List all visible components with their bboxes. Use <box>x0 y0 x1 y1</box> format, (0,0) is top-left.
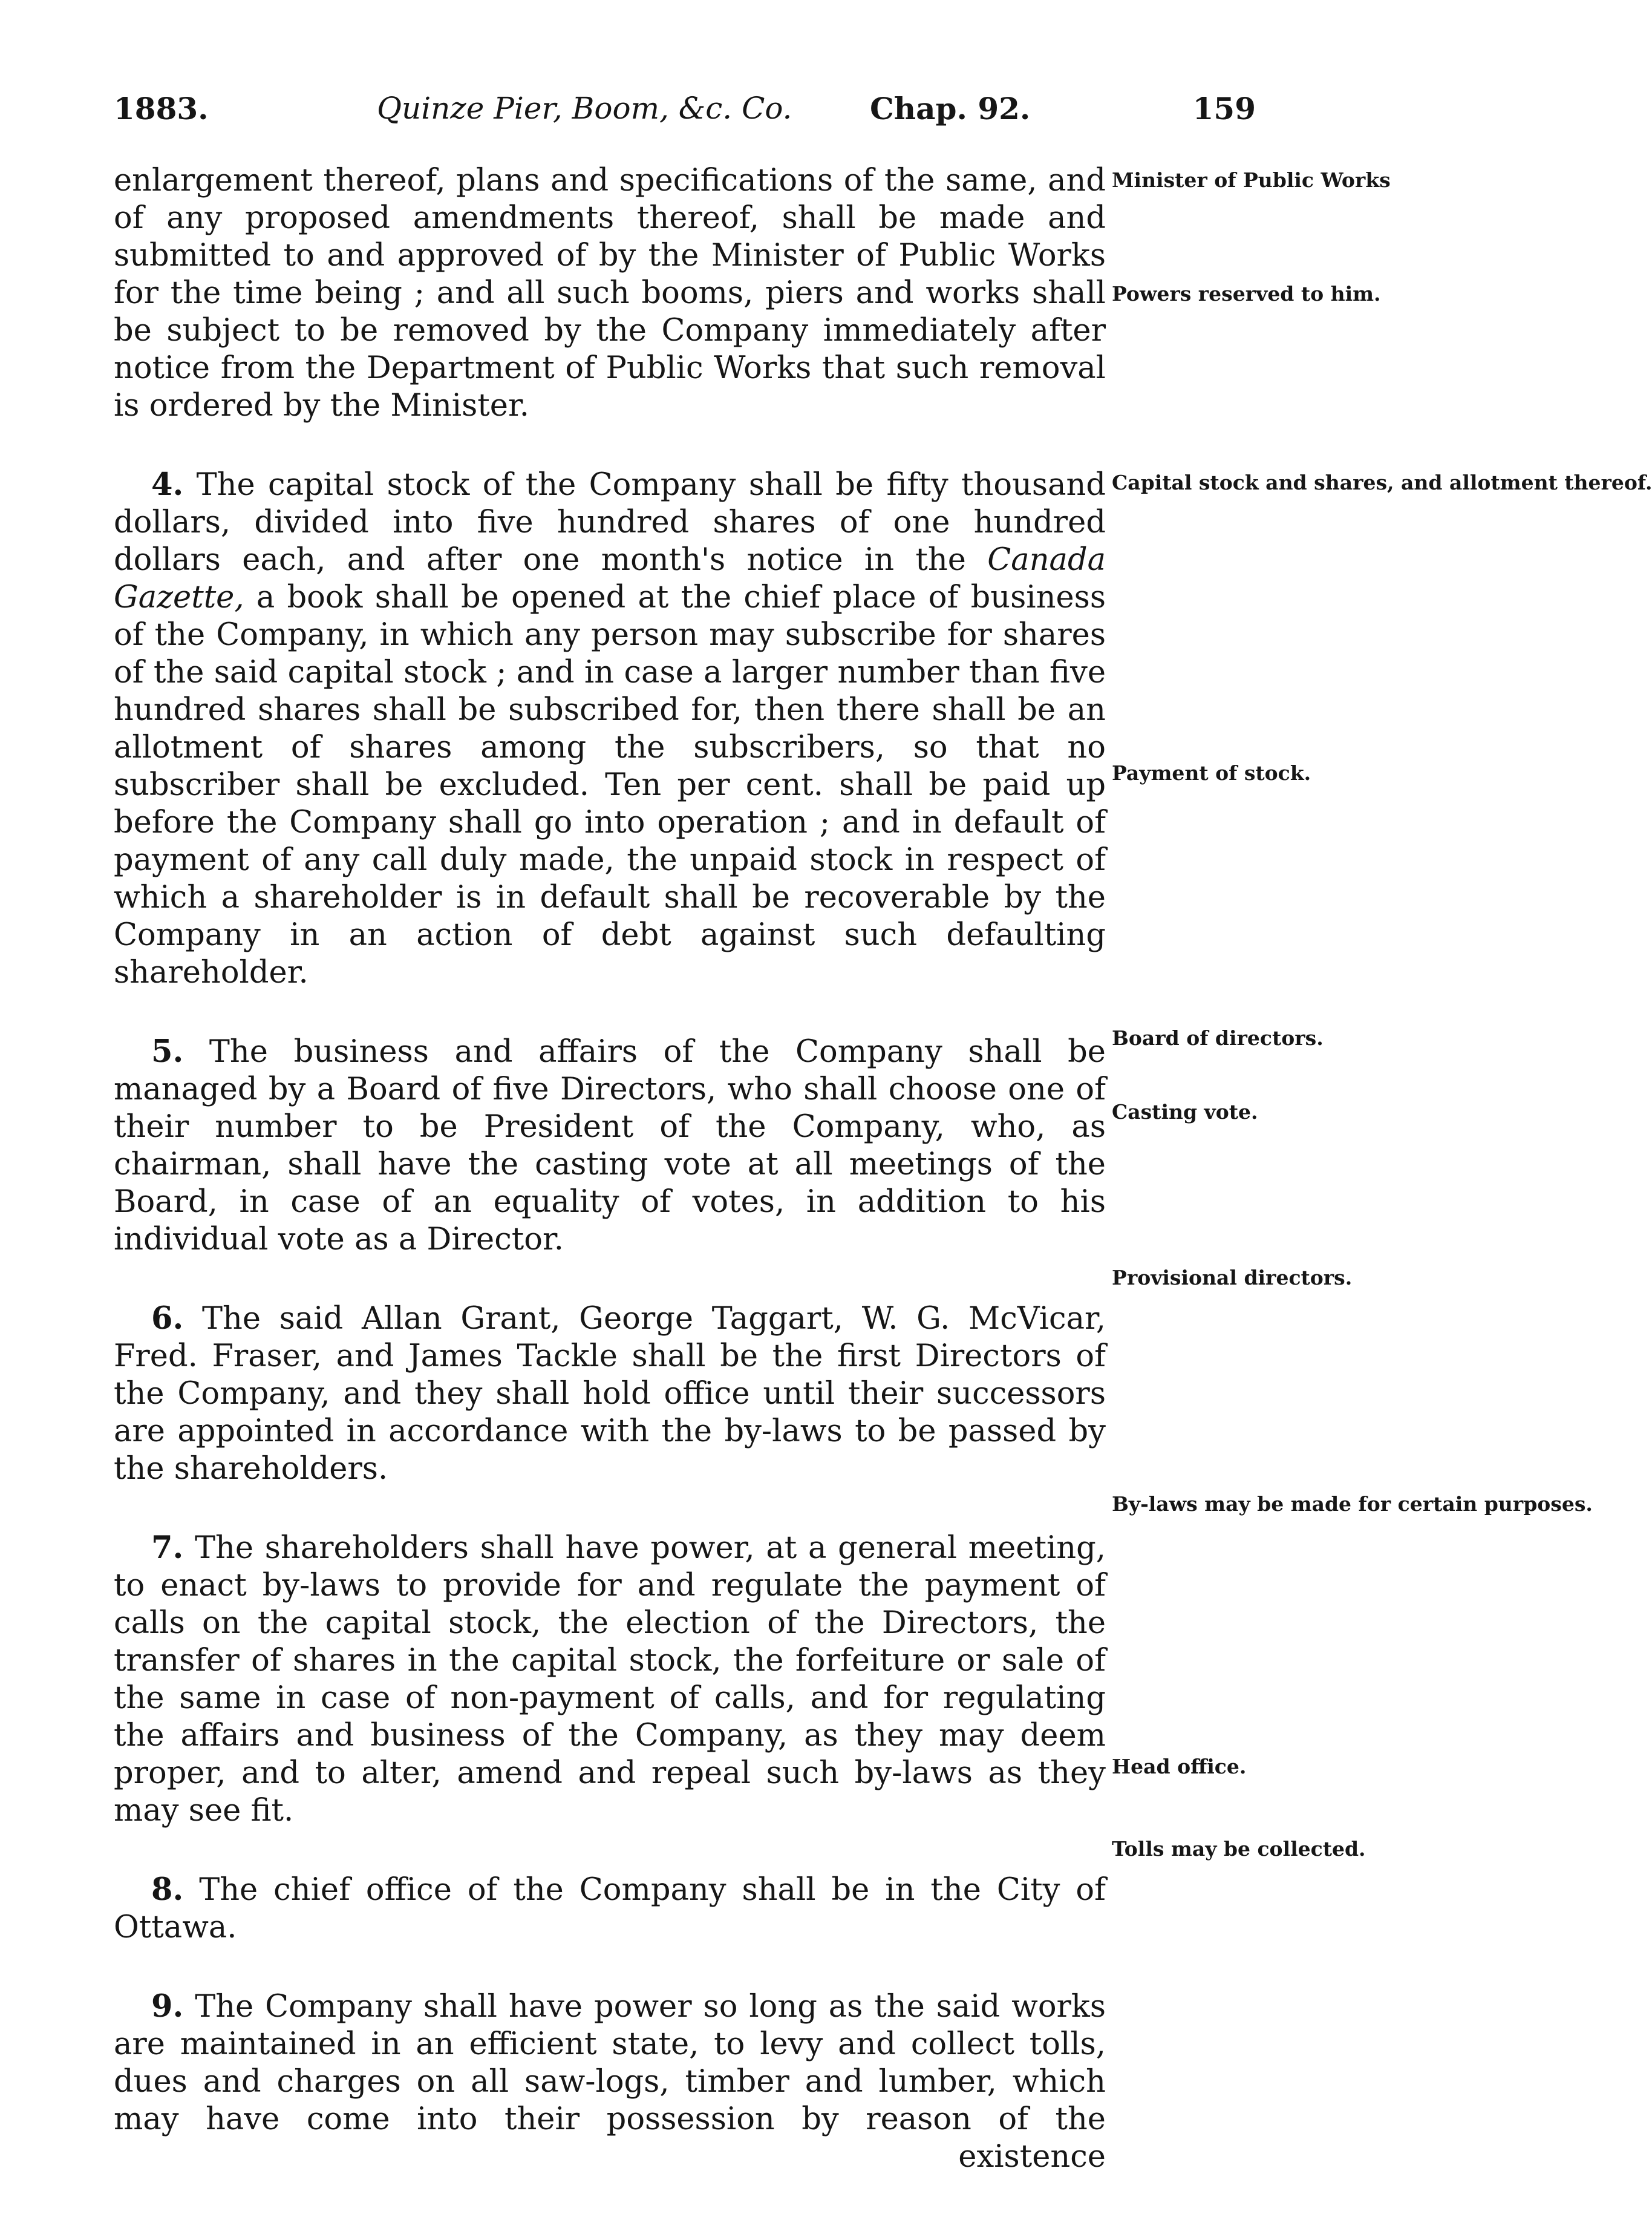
marginal-note: By-laws may be made for certain purposes. <box>1112 1492 1593 1516</box>
section-number: 8. <box>151 1872 184 1908</box>
marginal-note: Payment of stock. <box>1112 761 1311 785</box>
paragraph-text: The chief office of the Company shall be in the City of Ottawa. <box>114 1872 1106 1945</box>
page-number: 159 <box>1192 91 1256 126</box>
paragraph-text: The said Allan Grant, George Taggart, W. G. McVicar, Fred. Fraser, and James Tackle shall be the first Directors of the Company, and they shall hold office until their successors are appointed in accordance with the by-laws to be passed by the shareholders. <box>114 1301 1106 1487</box>
paragraph-text-continued: a book shall be opened at the chief place of business of the Company, in which any person may subscribe for shares of the said capital stock ; and in case a larger number than five hundred shares shall be subscribed for, then there shall be an allotment of shares among the subscribers, so that no subscriber shall be excluded. Ten per cent. shall be paid up before the Company shall go into operation ; and in default of payment of any call duly made, the unpaid stock in respect of which a shareholder is in default shall be recoverable by the Company in an action of debt against such defaulting shareholder. <box>114 580 1106 991</box>
section-9 <box>114 1988 1106 2176</box>
paragraph-text: enlargement thereof, plans and specifications of the same, and of any proposed amendments thereof, shall be made and submitted to and approved of by the Minister of Public Works for the time being ; and all such booms, piers and works shall be subject to be removed by the Company immediately after notice from the Department of Public Works that such removal is ordered by the Minister. <box>114 163 1106 424</box>
marginal-note: Minister of Public Works <box>1112 168 1391 192</box>
paragraph-text: The capital stock of the Company shall be fifty thousand dollars, divided into five hundred shares of one hundred dollars each, and after one month's notice in the <box>114 467 1106 578</box>
section-8 <box>114 1871 1106 1947</box>
running-header <box>114 91 1256 133</box>
header-title: Quinze Pier, Boom, &c. Co. <box>377 91 792 126</box>
section-5 <box>114 1033 1106 1259</box>
header-year: 1883. <box>114 91 209 126</box>
paragraph-italic-text: Canada Gazette, <box>114 542 1106 615</box>
section-number: 6. <box>151 1300 184 1337</box>
body-text <box>114 162 1106 2217</box>
marginal-note: Provisional directors. <box>1112 1266 1353 1289</box>
section-4 <box>114 466 1106 992</box>
header-chapter: Chap. 92. <box>870 91 1031 126</box>
paragraph-text: The business and affairs of the Company shall be managed by a Board of five Directors, who shall choose one of their number to be President of the Company, who, as chairman, shall have the casting vote at all meetings of the Board, in case of an equality of votes, in addition to his individual vote as a Director. <box>114 1034 1106 1257</box>
marginal-note: Powers reserved to him. <box>1112 282 1381 306</box>
marginal-note: Tolls may be collected. <box>1112 1837 1366 1861</box>
marginal-note: Capital stock and shares, and allotment thereof. <box>1112 471 1652 494</box>
section-number: 9. <box>151 1988 184 2025</box>
section-number: 7. <box>151 1530 184 1566</box>
marginal-note: Casting vote. <box>1112 1100 1258 1124</box>
paragraph-continued <box>114 162 1106 425</box>
marginal-note: Board of directors. <box>1112 1026 1324 1050</box>
section-number: 5. <box>151 1033 184 1070</box>
marginal-note: Head office. <box>1112 1755 1247 1778</box>
section-6 <box>114 1300 1106 1488</box>
section-number: 4. <box>151 467 184 503</box>
paragraph-text: The Company shall have power so long as the said works are maintained in an efficient state, to levy and collect tolls, dues and charges on all saw-logs, timber and lumber, which may have come into their possession by reason of the existence <box>114 1989 1106 2175</box>
section-7 <box>114 1529 1106 1830</box>
paragraph-text: The shareholders shall have power, at a general meeting, to enact by-laws to provide for and regulate the payment of calls on the capital stock, the election of the Directors, the transfer of shares in the capital stock, the forfeiture or sale of the same in case of non-payment of calls, and for regulating the affairs and business of the Company, as they may deem proper, and to alter, amend and repeal such by-laws as they may see fit. <box>114 1530 1106 1829</box>
